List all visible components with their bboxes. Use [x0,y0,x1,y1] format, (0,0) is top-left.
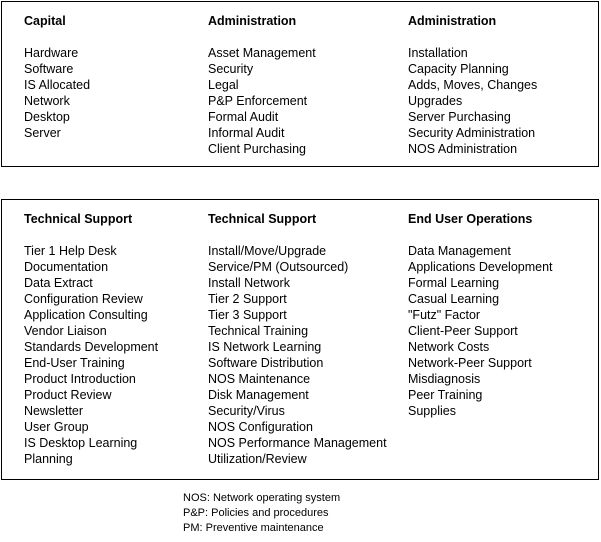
list-item: Planning [24,452,73,466]
list-item: Client Purchasing [208,142,306,156]
list-item: Formal Learning [408,276,500,290]
column-heading: Administration [408,14,497,28]
column-administration-1 [208,13,316,157]
list-item: P&P Enforcement [208,94,308,108]
list-item: "Futz" Factor [408,308,481,322]
list-item: Tier 2 Support [208,292,287,306]
list-item: Software [24,62,74,76]
list-item: Disk Management [208,388,309,402]
list-item: Application Consulting [24,308,148,322]
list-item: Network-Peer Support [408,356,532,370]
list-item: Installation [408,46,468,60]
list-item: Applications Development [408,260,553,274]
list-item: Informal Audit [208,126,285,140]
item-list [24,45,90,141]
item-list [24,243,158,467]
footnote-nos: NOS: Network operating system [183,492,341,504]
list-item: Formal Audit [208,110,279,124]
cost-category-box-bottom [1,199,599,480]
list-item: NOS Maintenance [208,372,311,386]
list-item: Software Distribution [208,356,324,370]
list-item: IS Allocated [24,78,91,92]
list-item: Newsletter [24,404,84,418]
column-heading: Capital [24,14,66,28]
list-item: Client-Peer Support [408,324,518,338]
list-item: NOS Administration [408,142,518,156]
list-item: Misdiagnosis [408,372,481,386]
footnote-pp: P&P: Policies and procedures [183,507,329,519]
column-capital [24,13,90,141]
list-item: Security [208,62,254,76]
list-item: Adds, Moves, Changes [408,78,538,92]
footnote-pm: PM: Preventive maintenance [183,522,324,534]
list-item: Vendor Liaison [24,324,107,338]
list-item: Server Purchasing [408,110,511,124]
list-item: NOS Performance Management [208,436,387,450]
list-item: Configuration Review [24,292,143,306]
item-list [208,45,316,157]
list-item: Technical Training [208,324,309,338]
list-item: IS Desktop Learning [24,436,138,450]
item-list [408,243,553,419]
list-item: Tier 1 Help Desk [24,244,117,258]
column-heading: Technical Support [24,212,133,226]
list-item: Hardware [24,46,79,60]
list-item: Supplies [408,404,456,418]
list-item: Asset Management [208,46,316,60]
column-technical-support-1 [24,211,158,467]
column-technical-support-2 [208,211,387,467]
list-item: End-User Training [24,356,125,370]
list-item: Upgrades [408,94,463,108]
list-item: Desktop [24,110,70,124]
list-item: Server [24,126,61,140]
list-item: IS Network Learning [208,340,322,354]
column-heading: End User Operations [408,212,533,226]
list-item: Security/Virus [208,404,285,418]
list-item: Capacity Planning [408,62,509,76]
list-item: Network [24,94,70,108]
list-item: User Group [24,420,89,434]
list-item: Documentation [24,260,109,274]
list-item: Peer Training [408,388,483,402]
column-end-user-operations [408,211,553,419]
list-item: Security Administration [408,126,536,140]
list-item: Data Management [408,244,511,258]
footnotes [183,491,340,536]
list-item: Legal [208,78,239,92]
item-list [208,243,387,467]
list-item: Install/Move/Upgrade [208,244,327,258]
list-item: Data Extract [24,276,93,290]
list-item: NOS Configuration [208,420,313,434]
list-item: Install Network [208,276,290,290]
list-item: Product Review [24,388,112,402]
list-item: Service/PM (Outsourced) [208,260,349,274]
list-item: Casual Learning [408,292,500,306]
list-item: Utilization/Review [208,452,307,466]
list-item: Product Introduction [24,372,136,386]
column-administration-2 [408,13,537,157]
cost-category-box-top [1,1,599,167]
item-list [408,45,537,157]
column-heading: Administration [208,14,297,28]
list-item: Network Costs [408,340,490,354]
column-heading: Technical Support [208,212,317,226]
list-item: Standards Development [24,340,159,354]
list-item: Tier 3 Support [208,308,287,322]
